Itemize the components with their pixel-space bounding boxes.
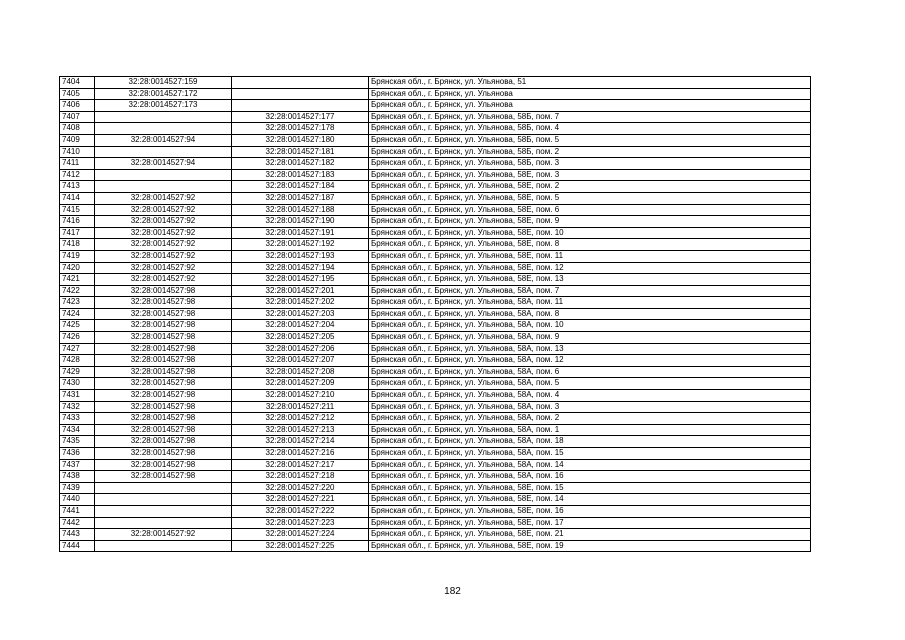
- object-cadastral-number-cell: 32:28:0014527:211: [232, 401, 369, 413]
- registry-table: [59, 76, 811, 552]
- table-row: [60, 505, 811, 517]
- table-row: [60, 343, 811, 355]
- address-cell: Брянская обл., г. Брянск, ул. Ульянова, 58А, пом. 7: [369, 285, 811, 297]
- land-cadastral-number-cell: 32:28:0014527:98: [95, 413, 232, 425]
- object-cadastral-number-cell: 32:28:0014527:201: [232, 285, 369, 297]
- address-cell: Брянская обл., г. Брянск, ул. Ульянова, 58Е, пом. 19: [369, 540, 811, 552]
- land-cadastral-number-cell: [95, 111, 232, 123]
- land-cadastral-number-cell: [95, 146, 232, 158]
- row-number-cell: 7405: [60, 88, 95, 100]
- address-cell: Брянская обл., г. Брянск, ул. Ульянова, 58Е, пом. 6: [369, 204, 811, 216]
- land-cadastral-number-cell: 32:28:0014527:92: [95, 529, 232, 541]
- table-row: [60, 355, 811, 367]
- address-cell: Брянская обл., г. Брянск, ул. Ульянова, 58А, пом. 13: [369, 343, 811, 355]
- object-cadastral-number-cell: 32:28:0014527:187: [232, 192, 369, 204]
- address-cell: Брянская обл., г. Брянск, ул. Ульянова, 58Е, пом. 8: [369, 239, 811, 251]
- land-cadastral-number-cell: 32:28:0014527:159: [95, 77, 232, 89]
- table-row: [60, 494, 811, 506]
- row-number-cell: 7413: [60, 181, 95, 193]
- row-number-cell: 7422: [60, 285, 95, 297]
- object-cadastral-number-cell: 32:28:0014527:205: [232, 332, 369, 344]
- address-cell: Брянская обл., г. Брянск, ул. Ульянова, 58А, пом. 11: [369, 297, 811, 309]
- land-cadastral-number-cell: 32:28:0014527:98: [95, 308, 232, 320]
- object-cadastral-number-cell: 32:28:0014527:222: [232, 505, 369, 517]
- object-cadastral-number-cell: 32:28:0014527:204: [232, 320, 369, 332]
- land-cadastral-number-cell: 32:28:0014527:92: [95, 250, 232, 262]
- land-cadastral-number-cell: 32:28:0014527:98: [95, 448, 232, 460]
- address-cell: Брянская обл., г. Брянск, ул. Ульянова, 58Е, пом. 15: [369, 482, 811, 494]
- object-cadastral-number-cell: 32:28:0014527:213: [232, 424, 369, 436]
- table-row: [60, 448, 811, 460]
- table-row: [60, 169, 811, 181]
- land-cadastral-number-cell: 32:28:0014527:92: [95, 227, 232, 239]
- land-cadastral-number-cell: [95, 505, 232, 517]
- land-cadastral-number-cell: 32:28:0014527:92: [95, 274, 232, 286]
- row-number-cell: 7407: [60, 111, 95, 123]
- table-row: [60, 77, 811, 89]
- land-cadastral-number-cell: 32:28:0014527:98: [95, 459, 232, 471]
- address-cell: Брянская обл., г. Брянск, ул. Ульянова, 58А, пом. 18: [369, 436, 811, 448]
- table-row: [60, 227, 811, 239]
- row-number-cell: 7412: [60, 169, 95, 181]
- address-cell: Брянская обл., г. Брянск, ул. Ульянова, 58А, пом. 2: [369, 413, 811, 425]
- land-cadastral-number-cell: 32:28:0014527:98: [95, 355, 232, 367]
- object-cadastral-number-cell: 32:28:0014527:217: [232, 459, 369, 471]
- land-cadastral-number-cell: 32:28:0014527:92: [95, 216, 232, 228]
- address-cell: Брянская обл., г. Брянск, ул. Ульянова, 51: [369, 77, 811, 89]
- table-row: [60, 471, 811, 483]
- address-cell: Брянская обл., г. Брянск, ул. Ульянова, 58Е, пом. 9: [369, 216, 811, 228]
- address-cell: Брянская обл., г. Брянск, ул. Ульянова, 58Е, пом. 3: [369, 169, 811, 181]
- address-cell: Брянская обл., г. Брянск, ул. Ульянова, 58Б, пом. 3: [369, 158, 811, 170]
- land-cadastral-number-cell: [95, 540, 232, 552]
- land-cadastral-number-cell: 32:28:0014527:94: [95, 134, 232, 146]
- row-number-cell: 7444: [60, 540, 95, 552]
- address-cell: Брянская обл., г. Брянск, ул. Ульянова, 58А, пом. 12: [369, 355, 811, 367]
- land-cadastral-number-cell: 32:28:0014527:98: [95, 436, 232, 448]
- row-number-cell: 7420: [60, 262, 95, 274]
- land-cadastral-number-cell: 32:28:0014527:92: [95, 204, 232, 216]
- object-cadastral-number-cell: 32:28:0014527:210: [232, 390, 369, 402]
- row-number-cell: 7442: [60, 517, 95, 529]
- row-number-cell: 7439: [60, 482, 95, 494]
- address-cell: Брянская обл., г. Брянск, ул. Ульянова, 58А, пом. 15: [369, 448, 811, 460]
- table-row: [60, 482, 811, 494]
- table-row: [60, 332, 811, 344]
- table-row: [60, 517, 811, 529]
- row-number-cell: 7431: [60, 390, 95, 402]
- object-cadastral-number-cell: [232, 77, 369, 89]
- row-number-cell: 7435: [60, 436, 95, 448]
- row-number-cell: 7429: [60, 366, 95, 378]
- row-number-cell: 7419: [60, 250, 95, 262]
- row-number-cell: 7416: [60, 216, 95, 228]
- object-cadastral-number-cell: 32:28:0014527:183: [232, 169, 369, 181]
- land-cadastral-number-cell: [95, 517, 232, 529]
- address-cell: Брянская обл., г. Брянск, ул. Ульянова, 58Е, пом. 5: [369, 192, 811, 204]
- land-cadastral-number-cell: [95, 123, 232, 135]
- table-row: [60, 540, 811, 552]
- row-number-cell: 7406: [60, 100, 95, 112]
- land-cadastral-number-cell: 32:28:0014527:92: [95, 192, 232, 204]
- address-cell: Брянская обл., г. Брянск, ул. Ульянова, 58Б, пом. 7: [369, 111, 811, 123]
- table-row: [60, 158, 811, 170]
- table-row: [60, 250, 811, 262]
- object-cadastral-number-cell: [232, 100, 369, 112]
- address-cell: Брянская обл., г. Брянск, ул. Ульянова, 58Б, пом. 5: [369, 134, 811, 146]
- object-cadastral-number-cell: 32:28:0014527:194: [232, 262, 369, 274]
- land-cadastral-number-cell: 32:28:0014527:98: [95, 401, 232, 413]
- land-cadastral-number-cell: 32:28:0014527:172: [95, 88, 232, 100]
- table-row: [60, 424, 811, 436]
- row-number-cell: 7425: [60, 320, 95, 332]
- address-cell: Брянская обл., г. Брянск, ул. Ульянова, 58Б, пом. 2: [369, 146, 811, 158]
- object-cadastral-number-cell: 32:28:0014527:180: [232, 134, 369, 146]
- address-cell: Брянская обл., г. Брянск, ул. Ульянова, 58А, пом. 9: [369, 332, 811, 344]
- row-number-cell: 7432: [60, 401, 95, 413]
- row-number-cell: 7437: [60, 459, 95, 471]
- object-cadastral-number-cell: 32:28:0014527:191: [232, 227, 369, 239]
- object-cadastral-number-cell: 32:28:0014527:192: [232, 239, 369, 251]
- table-row: [60, 192, 811, 204]
- address-cell: Брянская обл., г. Брянск, ул. Ульянова, 58Е, пом. 11: [369, 250, 811, 262]
- row-number-cell: 7421: [60, 274, 95, 286]
- land-cadastral-number-cell: [95, 169, 232, 181]
- row-number-cell: 7433: [60, 413, 95, 425]
- object-cadastral-number-cell: 32:28:0014527:181: [232, 146, 369, 158]
- object-cadastral-number-cell: 32:28:0014527:223: [232, 517, 369, 529]
- object-cadastral-number-cell: 32:28:0014527:195: [232, 274, 369, 286]
- table-row: [60, 88, 811, 100]
- object-cadastral-number-cell: 32:28:0014527:190: [232, 216, 369, 228]
- object-cadastral-number-cell: 32:28:0014527:184: [232, 181, 369, 193]
- table-row: [60, 390, 811, 402]
- table-row: [60, 308, 811, 320]
- address-cell: Брянская обл., г. Брянск, ул. Ульянова, 58А, пом. 4: [369, 390, 811, 402]
- address-cell: Брянская обл., г. Брянск, ул. Ульянова, 58Е, пом. 13: [369, 274, 811, 286]
- row-number-cell: 7423: [60, 297, 95, 309]
- table-row: [60, 436, 811, 448]
- address-cell: Брянская обл., г. Брянск, ул. Ульянова: [369, 100, 811, 112]
- land-cadastral-number-cell: 32:28:0014527:92: [95, 239, 232, 251]
- row-number-cell: 7430: [60, 378, 95, 390]
- address-cell: Брянская обл., г. Брянск, ул. Ульянова, 58Е, пом. 21: [369, 529, 811, 541]
- row-number-cell: 7438: [60, 471, 95, 483]
- address-cell: Брянская обл., г. Брянск, ул. Ульянова, 58А, пом. 10: [369, 320, 811, 332]
- table-row: [60, 413, 811, 425]
- table-row: [60, 239, 811, 251]
- table-row: [60, 366, 811, 378]
- object-cadastral-number-cell: 32:28:0014527:203: [232, 308, 369, 320]
- land-cadastral-number-cell: 32:28:0014527:98: [95, 424, 232, 436]
- land-cadastral-number-cell: 32:28:0014527:98: [95, 320, 232, 332]
- row-number-cell: 7411: [60, 158, 95, 170]
- row-number-cell: 7443: [60, 529, 95, 541]
- land-cadastral-number-cell: 32:28:0014527:98: [95, 297, 232, 309]
- land-cadastral-number-cell: 32:28:0014527:92: [95, 262, 232, 274]
- row-number-cell: 7404: [60, 77, 95, 89]
- land-cadastral-number-cell: 32:28:0014527:173: [95, 100, 232, 112]
- table-row: [60, 297, 811, 309]
- object-cadastral-number-cell: 32:28:0014527:193: [232, 250, 369, 262]
- address-cell: Брянская обл., г. Брянск, ул. Ульянова, 58А, пом. 1: [369, 424, 811, 436]
- address-cell: Брянская обл., г. Брянск, ул. Ульянова, 58А, пом. 6: [369, 366, 811, 378]
- table-row: [60, 123, 811, 135]
- land-cadastral-number-cell: 32:28:0014527:98: [95, 390, 232, 402]
- object-cadastral-number-cell: 32:28:0014527:212: [232, 413, 369, 425]
- row-number-cell: 7418: [60, 239, 95, 251]
- object-cadastral-number-cell: 32:28:0014527:221: [232, 494, 369, 506]
- table-row: [60, 216, 811, 228]
- object-cadastral-number-cell: 32:28:0014527:177: [232, 111, 369, 123]
- land-cadastral-number-cell: 32:28:0014527:98: [95, 285, 232, 297]
- row-number-cell: 7441: [60, 505, 95, 517]
- row-number-cell: 7410: [60, 146, 95, 158]
- table-row: [60, 262, 811, 274]
- row-number-cell: 7436: [60, 448, 95, 460]
- address-cell: Брянская обл., г. Брянск, ул. Ульянова, 58А, пом. 14: [369, 459, 811, 471]
- table-row: [60, 181, 811, 193]
- table-row: [60, 285, 811, 297]
- table-row: [60, 134, 811, 146]
- row-number-cell: 7427: [60, 343, 95, 355]
- object-cadastral-number-cell: 32:28:0014527:208: [232, 366, 369, 378]
- row-number-cell: 7415: [60, 204, 95, 216]
- registry-table-body: [60, 77, 811, 552]
- address-cell: Брянская обл., г. Брянск, ул. Ульянова, 58Б, пом. 4: [369, 123, 811, 135]
- object-cadastral-number-cell: 32:28:0014527:218: [232, 471, 369, 483]
- address-cell: Брянская обл., г. Брянск, ул. Ульянова, 58Е, пом. 12: [369, 262, 811, 274]
- table-row: [60, 111, 811, 123]
- land-cadastral-number-cell: 32:28:0014527:98: [95, 343, 232, 355]
- table-row: [60, 320, 811, 332]
- object-cadastral-number-cell: 32:28:0014527:206: [232, 343, 369, 355]
- address-cell: Брянская обл., г. Брянск, ул. Ульянова, 58Е, пом. 17: [369, 517, 811, 529]
- address-cell: Брянская обл., г. Брянск, ул. Ульянова, 58Е, пом. 2: [369, 181, 811, 193]
- object-cadastral-number-cell: 32:28:0014527:220: [232, 482, 369, 494]
- object-cadastral-number-cell: 32:28:0014527:188: [232, 204, 369, 216]
- table-row: [60, 204, 811, 216]
- land-cadastral-number-cell: 32:28:0014527:98: [95, 366, 232, 378]
- row-number-cell: 7409: [60, 134, 95, 146]
- address-cell: Брянская обл., г. Брянск, ул. Ульянова, 58Е, пом. 10: [369, 227, 811, 239]
- row-number-cell: 7417: [60, 227, 95, 239]
- row-number-cell: 7424: [60, 308, 95, 320]
- land-cadastral-number-cell: [95, 494, 232, 506]
- page-number: 182: [444, 586, 461, 597]
- object-cadastral-number-cell: 32:28:0014527:209: [232, 378, 369, 390]
- address-cell: Брянская обл., г. Брянск, ул. Ульянова, 58Е, пом. 14: [369, 494, 811, 506]
- address-cell: Брянская обл., г. Брянск, ул. Ульянова, 58А, пом. 3: [369, 401, 811, 413]
- table-row: [60, 529, 811, 541]
- object-cadastral-number-cell: 32:28:0014527:207: [232, 355, 369, 367]
- table-row: [60, 378, 811, 390]
- address-cell: Брянская обл., г. Брянск, ул. Ульянова, 58Е, пом. 16: [369, 505, 811, 517]
- row-number-cell: 7434: [60, 424, 95, 436]
- address-cell: Брянская обл., г. Брянск, ул. Ульянова, 58А, пом. 8: [369, 308, 811, 320]
- object-cadastral-number-cell: 32:28:0014527:224: [232, 529, 369, 541]
- table-row: [60, 274, 811, 286]
- row-number-cell: 7428: [60, 355, 95, 367]
- row-number-cell: 7414: [60, 192, 95, 204]
- row-number-cell: 7408: [60, 123, 95, 135]
- table-row: [60, 146, 811, 158]
- land-cadastral-number-cell: [95, 482, 232, 494]
- object-cadastral-number-cell: 32:28:0014527:182: [232, 158, 369, 170]
- object-cadastral-number-cell: 32:28:0014527:225: [232, 540, 369, 552]
- address-cell: Брянская обл., г. Брянск, ул. Ульянова: [369, 88, 811, 100]
- table-row: [60, 459, 811, 471]
- land-cadastral-number-cell: [95, 181, 232, 193]
- address-cell: Брянская обл., г. Брянск, ул. Ульянова, 58А, пом. 5: [369, 378, 811, 390]
- land-cadastral-number-cell: 32:28:0014527:94: [95, 158, 232, 170]
- address-cell: Брянская обл., г. Брянск, ул. Ульянова, 58А, пом. 16: [369, 471, 811, 483]
- row-number-cell: 7440: [60, 494, 95, 506]
- object-cadastral-number-cell: 32:28:0014527:202: [232, 297, 369, 309]
- object-cadastral-number-cell: [232, 88, 369, 100]
- row-number-cell: 7426: [60, 332, 95, 344]
- object-cadastral-number-cell: 32:28:0014527:214: [232, 436, 369, 448]
- object-cadastral-number-cell: 32:28:0014527:178: [232, 123, 369, 135]
- land-cadastral-number-cell: 32:28:0014527:98: [95, 332, 232, 344]
- table-row: [60, 100, 811, 112]
- land-cadastral-number-cell: 32:28:0014527:98: [95, 471, 232, 483]
- object-cadastral-number-cell: 32:28:0014527:216: [232, 448, 369, 460]
- land-cadastral-number-cell: 32:28:0014527:98: [95, 378, 232, 390]
- table-row: [60, 401, 811, 413]
